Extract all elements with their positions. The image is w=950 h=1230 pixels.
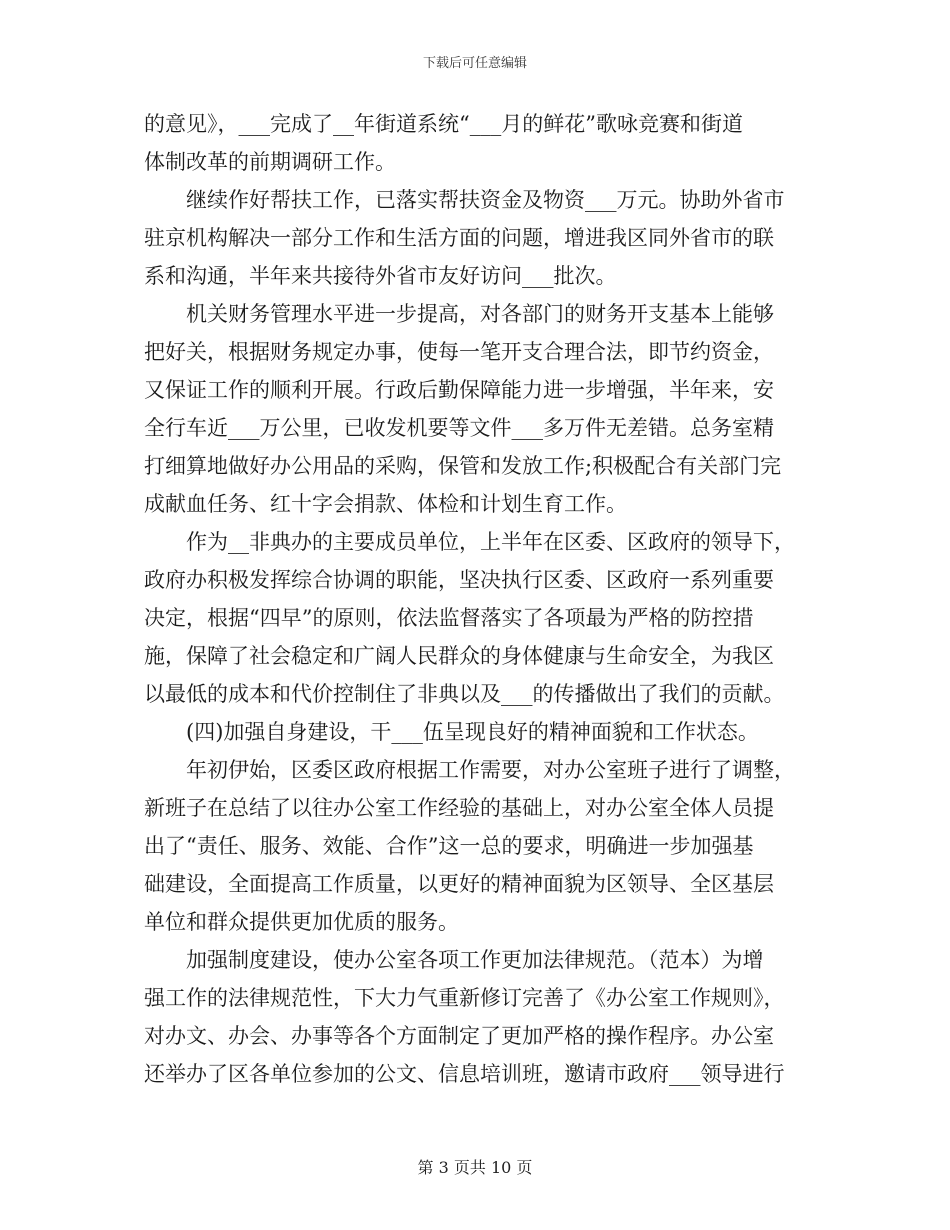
paragraph-line: 以最低的成本和代价控制住了非典以及___的传播做出了我们的贡献。: [144, 682, 785, 706]
paragraph-line: 成献血任务、红十字会捐款、体检和计划生育工作。: [144, 492, 627, 516]
paragraph-line: 把好关，根据财务规定办事，使每一笔开支合理合法，即节约资金，: [144, 340, 774, 364]
paragraph-line: 又保证工作的顺利开展。行政后勤保障能力进一步增强，半年来，安: [144, 378, 774, 402]
paragraph-line: 强工作的法律规范性，下大力气重新修订完善了《办公室工作规则》，: [144, 986, 785, 1010]
paragraph-line: 体制改革的前期调研工作。: [144, 150, 396, 174]
paragraph-line: 对办文、办会、办事等各个方面制定了更加严格的操作程序。办公室: [144, 1024, 774, 1048]
page-header: 下载后可任意编辑: [422, 56, 527, 71]
paragraph-line: 系和沟通，半年来共接待外省市友好访问___批次。: [144, 264, 617, 288]
paragraph-line: 政府办积极发挥综合协调的职能，坚决执行区委、区政府一系列重要: [144, 568, 774, 592]
paragraph-first-line: (四)加强自身建设，干___伍呈现良好的精神面貌和工作状态。: [186, 720, 759, 744]
page-body: [144, 105, 810, 1093]
paragraph-first-line: 年初伊始，区委区政府根据工作需要，对办公室班子进行了调整，: [186, 758, 795, 782]
paragraph-line: 施，保障了社会稳定和广阔人民群众的身体健康与生命安全，为我区: [144, 644, 774, 668]
paragraph-first-line: 加强制度建设，使办公室各项工作更加法律规范。（范本）为增: [186, 948, 764, 972]
paragraph-line: 驻京机构解决一部分工作和生活方面的问题，增进我区同外省市的联: [144, 226, 774, 250]
paragraph-line: 的意见》，___完成了__年街道系统“___月的鲜花”歌咏竞赛和街道: [144, 112, 743, 136]
paragraph-line: 打细算地做好办公用品的采购，保管和发放工作;积极配合有关部门完: [144, 454, 782, 478]
paragraph-line: 决定，根据“四早”的原则，依法监督落实了各项最为严格的防控措: [144, 606, 754, 630]
paragraph-line: 础建设，全面提高工作质量，以更好的精神面貌为区领导、全区基层: [144, 872, 774, 896]
paragraph-line: 出了“责任、服务、效能、合作”这一总的要求，明确进一步加强基: [144, 834, 754, 858]
paragraph-line: 还举办了区各单位参加的公文、信息培训班，邀请市政府___领导进行: [144, 1062, 785, 1086]
paragraph-line: 全行车近___万公里，已收发机要等文件___多万件无差错。总务室精: [144, 416, 774, 440]
paragraph-first-line: 机关财务管理水平进一步提高，对各部门的财务开支基本上能够: [186, 302, 774, 326]
paragraph-first-line: 作为__非典办的主要成员单位，上半年在区委、区政府的领导下，: [186, 530, 795, 554]
page-number-footer: 第 3 页共 10 页: [417, 1158, 533, 1177]
paragraph-line: 单位和群众提供更加优质的服务。: [144, 910, 459, 934]
paragraph-line: 新班子在总结了以往办公室工作经验的基础上，对办公室全体人员提: [144, 796, 774, 820]
paragraph-first-line: 继续作好帮扶工作，已落实帮扶资金及物资___万元。协助外省市: [186, 188, 785, 212]
